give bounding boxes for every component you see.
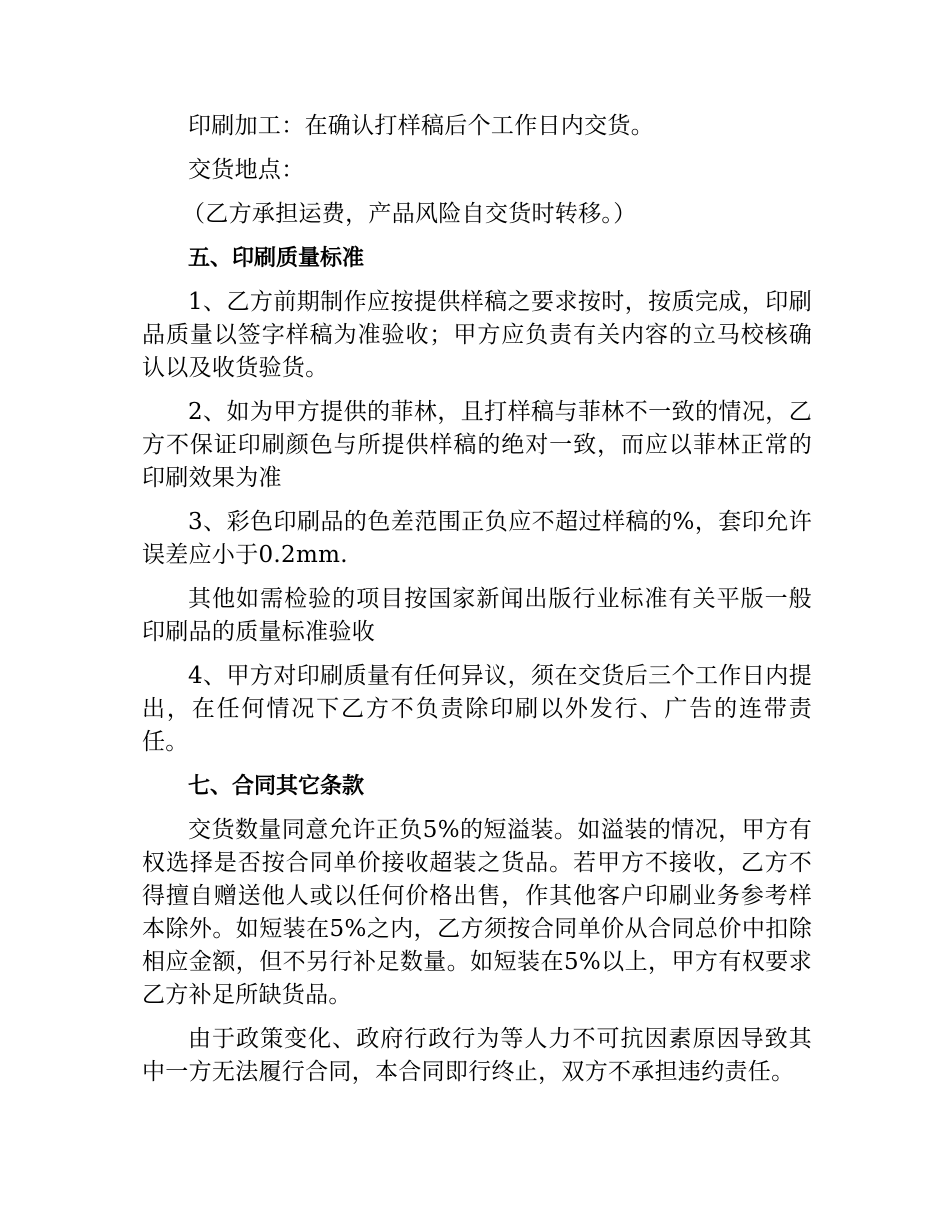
shipping-risk-note-paragraph: （乙方承担运费，产品风险自交货时转移。） bbox=[182, 201, 637, 227]
quality-clause-4: 4、甲方对印刷质量有任何异议，须在交货后三个工作日内提出，在任何情况下乙方不负责除印刷以外发行、广告的连带责任。 bbox=[142, 663, 812, 755]
section-heading-quality-standard: 五、印刷质量标准 bbox=[188, 246, 365, 271]
document-body bbox=[142, 110, 812, 1100]
printing-delivery-time-paragraph: 印刷加工：在确认打样稿后个工作日内交货。 bbox=[188, 113, 654, 139]
quality-clause-other: 其他如需检验的项目按国家新闻出版行业标准有关平版一般印刷品的质量标准验收 bbox=[142, 586, 812, 645]
other-terms-clause-force-majeure: 由于政策变化、政府行政行为等人力不可抗因素原因导致其中一方无法履行合同，本合同即行终止，双方不承担违约责任。 bbox=[142, 1026, 812, 1085]
quality-clause-2: 2、如为甲方提供的菲林，且打样稿与菲林不一致的情况，乙方不保证印刷颜色与所提供样稿的绝对一致，而应以菲林正常的印刷效果为准 bbox=[142, 399, 812, 491]
quality-clause-1: 1、乙方前期制作应按提供样稿之要求按时，按质完成，印刷品质量以签字样稿为准验收；甲方应负责有关内容的立马校核确认以及收货验货。 bbox=[142, 289, 812, 381]
delivery-location-paragraph: 交货地点： bbox=[188, 157, 305, 183]
other-terms-clause-quantity: 交货数量同意允许正负5%的短溢装。如溢装的情况，甲方有权选择是否按合同单价接收超装之货品。若甲方不接收，乙方不得擅自赠送他人或以任何价格出售，作其他客户印刷业务参考样本除外。如短装在5%之内，乙方须按合同单价从合同总价中扣除相应金额，但不另行补足数量。如短装在5%以上，甲方有权要求乙方补足所缺货品。 bbox=[142, 817, 812, 1008]
section-heading-other-terms: 七、合同其它条款 bbox=[188, 774, 365, 799]
quality-clause-3: 3、彩色印刷品的色差范围正负应不超过样稿的%，套印允许误差应小于0.2mm. bbox=[142, 509, 812, 568]
